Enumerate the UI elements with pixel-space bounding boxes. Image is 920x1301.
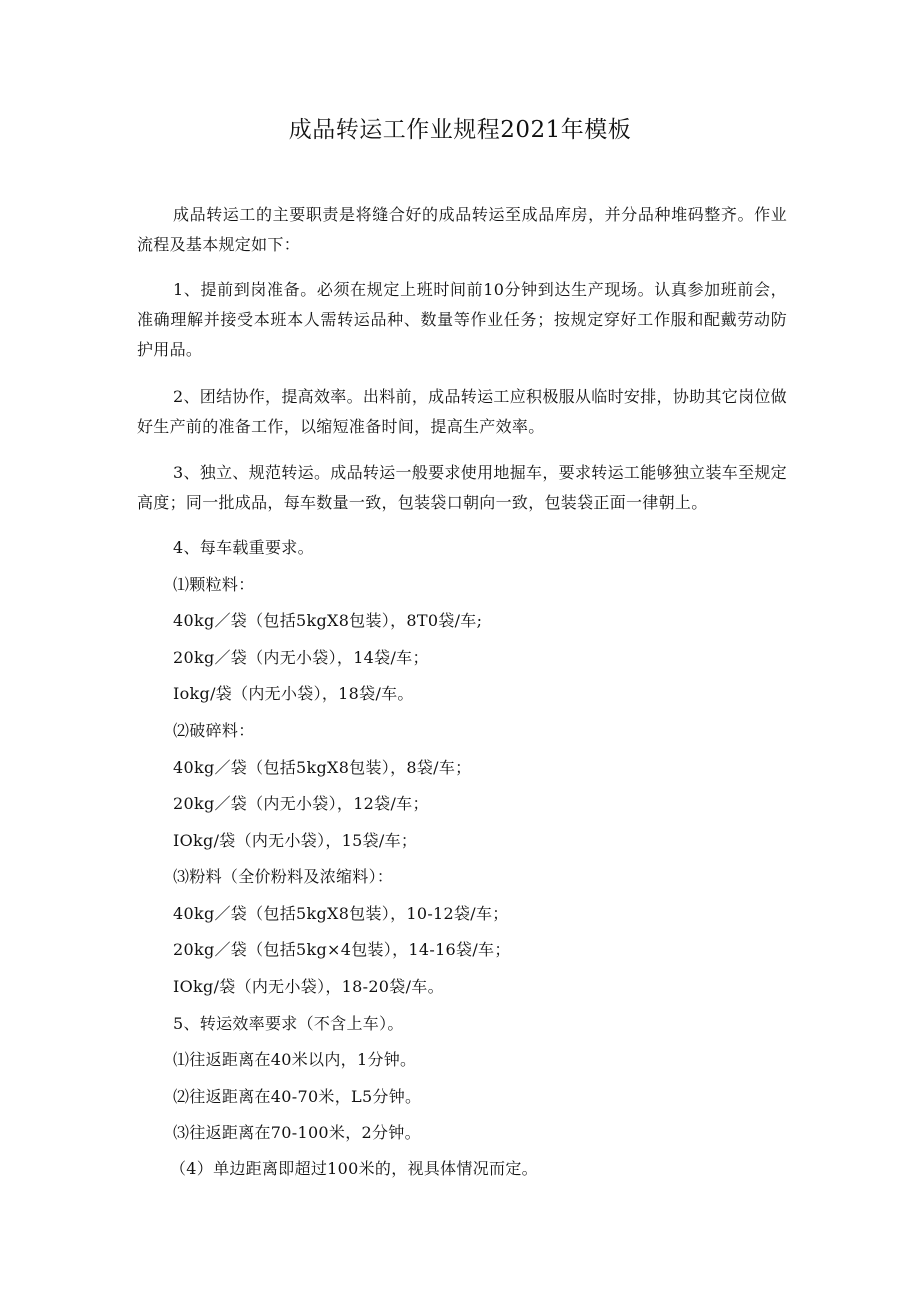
document-title: 成品转运工作业规程2021年模板 [288, 117, 632, 143]
rule-1-paragraph: 1、提前到岗准备。必须在规定上班时间前10分钟到达生产现场。认真参加班前会，准确理解并接受本班本人需转运品种、数量等作业任务；按规定穿好工作服和配戴劳动防护用品。 [137, 280, 787, 359]
granular-40kg-line: 40kg／袋（包括5kgX8包装），8T0袋/车; [173, 611, 483, 630]
efficiency-line-1: ⑴往返距离在40米以内，1分钟。 [173, 1050, 417, 1069]
granular-heading: ⑴颗粒料： [173, 575, 255, 594]
intro-paragraph: 成品转运工的主要职责是将缝合好的成品转运至成品库房，并分品种堆码整齐。作业流程及基本规定如下： [137, 205, 787, 254]
efficiency-line-3: ⑶往返距离在70-100米，2分钟。 [173, 1123, 421, 1142]
powder-heading: ⑶粉料（全价粉料及浓缩料）： [173, 867, 394, 886]
granular-10kg-line: Iokg/袋（内无小袋），18袋/车。 [173, 684, 414, 703]
efficiency-line-2: ⑵往返距离在40-70米，L5分钟。 [173, 1087, 422, 1106]
rule-2-paragraph: 2、团结协作，提高效率。出料前，成品转运工应积极服从临时安排，协助其它岗位做好生产前的准备工作，以缩短准备时间，提高生产效率。 [137, 387, 787, 436]
rule-3-paragraph: 3、独立、规范转运。成品转运一般要求使用地掘车，要求转运工能够独立装车至规定高度；同一批成品，每车数量一致，包装袋口朝向一致，包装袋正面一律朝上。 [137, 463, 787, 512]
crushed-40kg-line: 40kg／袋（包括5kgX8包装），8袋/车； [173, 758, 472, 777]
efficiency-line-4: （4）单边距离即超过100米的，视具体情况而定。 [170, 1159, 538, 1178]
powder-10kg-line: IOkg/袋（内无小袋），18-20袋/车。 [173, 977, 444, 996]
powder-20kg-line: 20kg／袋（包括5kg×4包装），14-16袋/车； [173, 940, 511, 959]
crushed-10kg-line: IOkg/袋（内无小袋），15袋/车； [173, 831, 418, 850]
rule-5-heading: 5、转运效率要求（不含上车）。 [173, 1014, 404, 1033]
powder-40kg-line: 40kg／袋（包括5kgX8包装），10-12袋/车； [173, 904, 509, 923]
crushed-20kg-line: 20kg／袋（内无小袋），12袋/车； [173, 794, 429, 813]
rule-4-heading: 4、每车载重要求。 [173, 538, 314, 557]
granular-20kg-line: 20kg／袋（内无小袋），14袋/车； [173, 648, 429, 667]
crushed-heading: ⑵破碎料： [173, 721, 255, 740]
